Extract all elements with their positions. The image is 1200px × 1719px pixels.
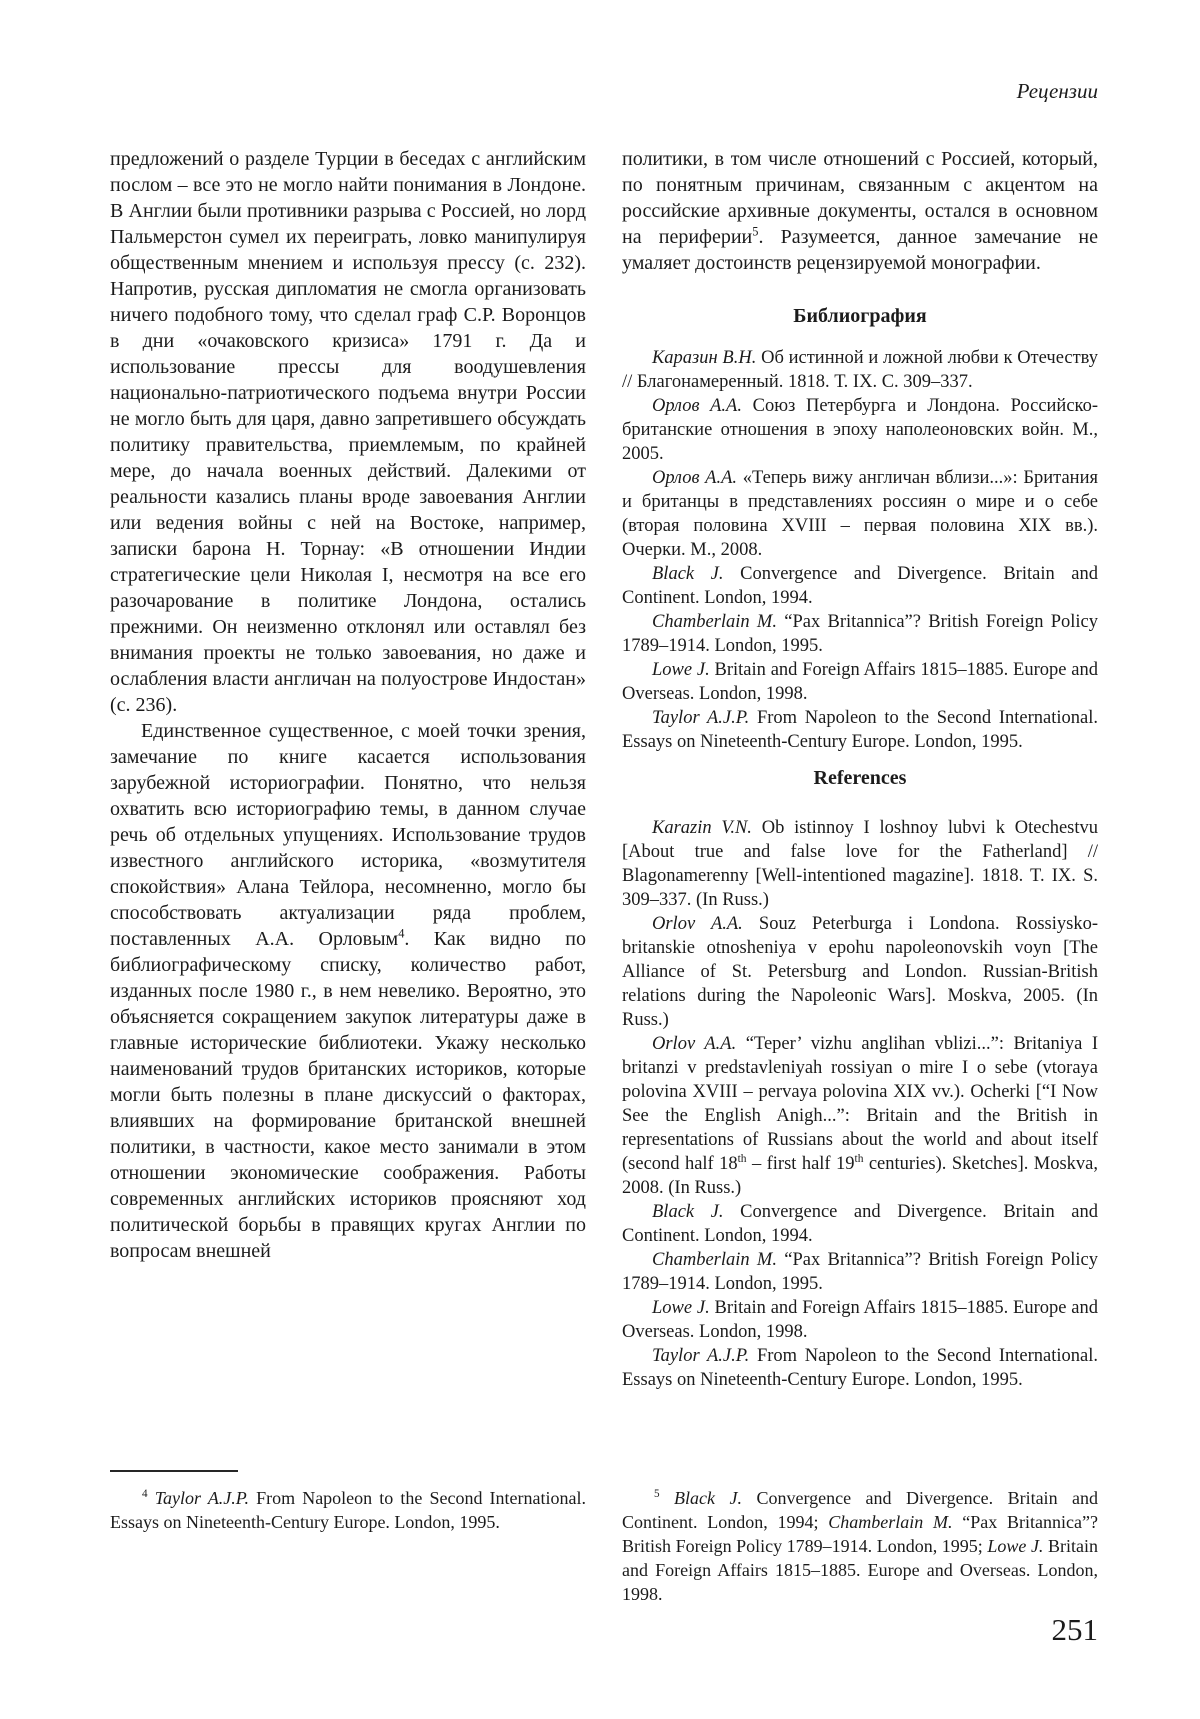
footnote-5	[622, 1486, 1098, 1606]
reference-entry: Chamberlain M. “Pax Britannica”? British Foreign Policy 1789–1914. London, 1995.	[622, 1250, 1098, 1294]
bibliography-entry: Орлов А.А. «Теперь вижу англичан вблизи...»: Британия и британцы в представлениях россиян о мире и о себе (вторая половина XVIII – первая половина XIX вв.). Очерки. М., 2008.	[622, 468, 1098, 560]
bibliography-entry: Taylor A.J.P. From Napoleon to the Second International. Essays on Nineteenth-Century Europe. London, 1995.	[622, 708, 1098, 752]
bibliography-entry: Chamberlain M. “Pax Britannica”? British Foreign Policy 1789–1914. London, 1995.	[622, 612, 1098, 656]
footnote-rule	[110, 1470, 238, 1472]
reference-entry: Orlov A.A. “Teper’ vizhu anglihan vblizi...”: Britaniya I britanzi v predstavleniyah rossiyan o mire I o sebe (vtoraya polovina XVIII – pervaya polovina XIX vv.). Ocherki [“I Now See the English Anigh...”: Britain and the British in representations of Russians about the world and about itself (second half 18th – first half 19th centuries). Sketches]. Moskva, 2008. (In Russ.)	[622, 1034, 1099, 1198]
reference-entry: Karazin V.N. Ob istinnoy I loshnoy lubvi k Otechestvu [About true and false love for the Fatherland] // Blagonamerenny [Well-intentioned magazine]. 1818. T. IX. S. 309–337. (In Russ.)	[622, 818, 1098, 910]
paragraph: Единственное существенное, с моей точки зрения, замечание по книге касается использования зарубежной историографии. Понятно, что нельзя охватить всю историографию темы, в данном случае речь об отдельных упущениях. Использование трудов известного английского историка, «возмутителя спокойствия» Алана Тейлора, несомненно, могло бы способствовать актуализации ряда проблем, поставленных А.А. Орловым$^4$. Как видно по библиографическому списку, количество работ, изданных после 1980 г., в нем невелико. Вероятно, это объясняется сокращением закупок литературы даже в главные исторические библиотеки. Укажу несколько наименований трудов британских историков, которые могли быть полезны в плане дискуссий о факторах, влиявших на формирование британской внешней политики, в частности, какое место занимали в этом отношении экономические соображения. Работы современных английских историков проясняют ход политической борьбы в правящих кругах Англии по вопросам внешней	[110, 720, 586, 1262]
bibliography-entry: Орлов А.А. Союз Петербурга и Лондона. Российско-британские отношения в эпоху наполеоновских войн. М., 2005.	[622, 396, 1098, 464]
left-column	[110, 146, 586, 1264]
running-head: Рецензии	[1016, 79, 1098, 103]
paragraph-continued-from-previous-page: предложений о разделе Турции в беседах с английским послом – все это не могло найти понимания в Лондоне. В Англии были противники разрыва с Россией, но лорд Пальмерстон сумел их переиграть, ловко манипулируя общественным мнением и используя прессу (с. 232). Напротив, русская дипломатия не смогла организовать ничего подобного тому, что сделал граф С.Р. Воронцов в дни «очаковского кризиса» 1791 г. Да и использование прессы для воодушевления национально-патриотического подъема внутри России не могло быть для царя, давно запретившего обсуждать политику правительства, приемлемым, по крайней мере, до начала военных действий. Далекими от реальности казались планы вроде завоевания Англии или ведения войны с ней на Востоке, например, записки барона Н. Торнау: «В отношении Индии стратегические цели Николая I, несмотря на все его разочарование в политике Лондона, остались прежними. Он неизменно отклонял или оставлял без внимания проекты не только завоевания, но даже и ослабления власти англичан на полуострове Индостан» (с. 236).	[110, 148, 586, 716]
bibliography-list	[622, 346, 1098, 754]
footnote-5-text: $^5$ Black J. Convergence and Divergence. Britain and Continent. London, 1994; Chamberlain M. “Pax Britannica”? British Foreign Policy 1789–1914. London, 1995; Lowe J. Britain and Foreign Affairs 1815–1885. Europe and Overseas. London, 1998.	[622, 1488, 1099, 1604]
bibliography-entry: Lowe J. Britain and Foreign Affairs 1815–1885. Europe and Overseas. London, 1998.	[622, 660, 1098, 704]
reference-entry: Orlov A.A. Souz Peterburga i Londona. Rossiysko-britanskie otnosheniya v epohu napoleonovskih voyn [The Alliance of St. Petersburg and London. Russian-British relations during the Napoleonic Wars]. Moskva, 2005. (In Russ.)	[622, 914, 1098, 1030]
page-number: 251	[1051, 1612, 1098, 1647]
bibliography-heading: Библиография	[793, 305, 927, 327]
references-heading: References	[813, 767, 907, 789]
reference-entry: Black J. Convergence and Divergence. Britain and Continent. London, 1994.	[622, 1202, 1098, 1246]
reference-entry: Lowe J. Britain and Foreign Affairs 1815–1885. Europe and Overseas. London, 1998.	[622, 1298, 1098, 1342]
right-column	[622, 146, 1098, 1392]
bibliography-entry: Black J. Convergence and Divergence. Britain and Continent. London, 1994.	[622, 564, 1098, 608]
footnote-4-text: $^4$ Taylor A.J.P. From Napoleon to the Second International. Essays on Nineteenth-Century Europe. London, 1995.	[110, 1488, 587, 1532]
references-list	[622, 816, 1098, 1392]
footnote-4	[110, 1486, 586, 1534]
paragraph-continuation: политики, в том числе отношений с Россией, который, по понятным причинам, связанным с акцентом на российские архивные документы, остался в основном на периферии$^5$. Разумеется, данное замечание не умаляет достоинств рецензируемой монографии.	[622, 148, 1098, 274]
reference-entry: Taylor A.J.P. From Napoleon to the Second International. Essays on Nineteenth-Century Europe. London, 1995.	[622, 1346, 1098, 1390]
bibliography-entry: Каразин В.Н. Об истинной и ложной любви к Отечеству // Благонамеренный. 1818. Т. IX. С. 309–337.	[622, 348, 1099, 392]
